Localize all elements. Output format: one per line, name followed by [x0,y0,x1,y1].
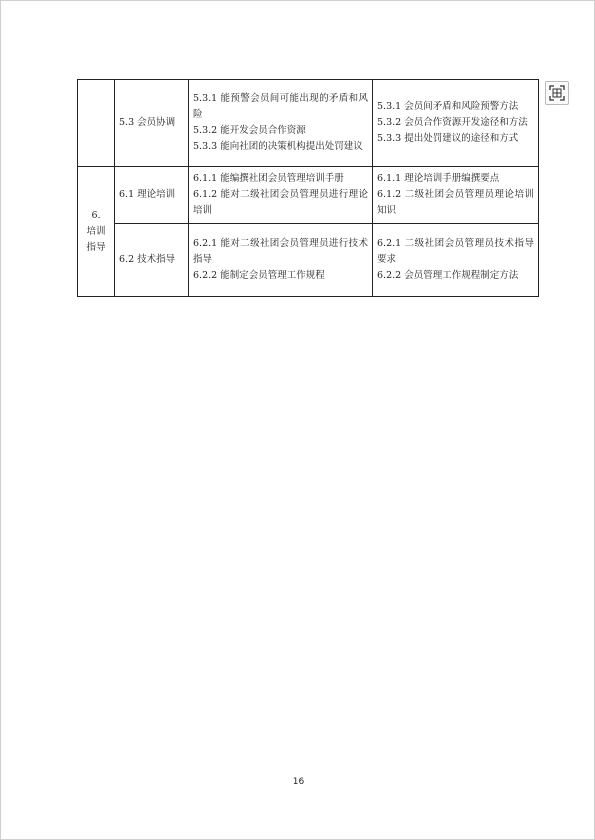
table-row [78,80,539,167]
page-number: 16 [292,777,305,787]
knowledge-item: 6.1.1 理论培训手册编撰要点 [377,173,500,184]
capability-item: 6.2.2 能制定会员管理工作规程 [193,270,325,281]
capability-item: 6.1.1 能编撰社团会员管理培训手册 [193,173,344,184]
capability-item: 5.3.3 能向社团的决策机构提出处罚建议 [193,141,363,152]
knowledge-cell [373,224,539,297]
skills-table [77,79,539,297]
minor-category-cell: 5.3 会员协调 [115,80,189,167]
major-category-label: 指导 [86,241,106,253]
minor-category-cell: 6.2 技术指导 [115,224,189,297]
major-cell-empty [78,80,115,167]
major-category-label: 培训 [86,225,106,237]
knowledge-item: 6.2.1 二级社团会员管理员技术指导要求 [377,238,534,265]
knowledge-item: 6.1.2 二级社团会员管理员理论培训知识 [377,189,534,216]
capability-cell [189,167,373,224]
capability-item: 5.3.2 能开发会员合作资源 [193,125,306,136]
knowledge-item: 5.3.1 会员间矛盾和风险预警方法 [377,101,519,112]
knowledge-cell [373,167,539,224]
capability-cell [189,224,373,297]
knowledge-item: 6.2.2 会员管理工作规程制定方法 [377,270,519,281]
scan-frame-icon [549,85,565,101]
major-category-cell [78,167,115,297]
capability-item: 5.3.1 能预警会员间可能出现的矛盾和风险 [193,93,368,120]
capability-item: 6.1.2 能对二级社团会员管理员进行理论培训 [193,189,368,216]
capability-item: 6.2.1 能对二级社团会员管理员进行技术指导 [193,238,368,265]
knowledge-cell [373,80,539,167]
table-row [78,167,539,224]
knowledge-item: 5.3.3 提出处罚建议的途径和方式 [377,133,519,144]
major-category-number: 6. [91,209,101,221]
capability-cell [189,80,373,167]
knowledge-item: 5.3.2 会员合作资源开发途径和方法 [377,117,528,128]
table-row [78,224,539,297]
scan-button[interactable] [545,81,569,105]
minor-category-cell: 6.1 理论培训 [115,167,189,224]
